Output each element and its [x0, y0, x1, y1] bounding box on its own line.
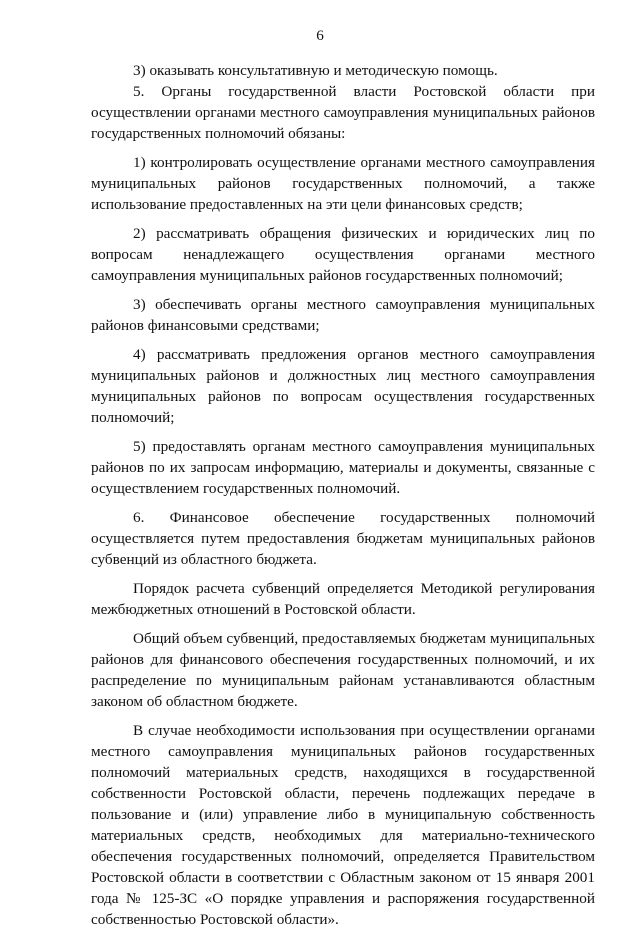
paragraph-subvention-volume: Общий объем субвенций, предоставляемых бюджетам муниципальных районов для финансового обеспечения государственных полномочий, и их распределение по муниципальным районам устанавливаются областным законом об областном бюджете.: [91, 630, 595, 710]
paragraph-subvention-order: Порядок расчета субвенций определяется Методикой регулирования межбюджетных отношений в Ростовской области.: [91, 580, 595, 618]
paragraph-item-3-funding: 3) обеспечивать органы местного самоуправления муниципальных районов финансовыми средствами;: [91, 296, 595, 334]
document-body: [91, 60, 595, 930]
paragraph-material-means: В случае необходимости использования при осуществлении органами местного самоуправления муниципальных районов государственных полномочий материальных средств, находящихся в государственной собственности Ростовской области, перечень подлежащих передаче в пользование и (или) управление либо в муниципальную собственность материальных средств, необходимых для материально-технического обеспечения государственных полномочий, определяется Правительством Ростовской области в соответствии с Областным законом от 15 января 2001 года № 125-ЗС «О порядке управления и распоряжения государственной собственностью Ростовской области».: [91, 722, 595, 928]
paragraph-item-5-information: 5) предоставлять органам местного самоуправления муниципальных районов по их запросам информацию, материалы и документы, связанные с осуществлением государственных полномочий.: [91, 438, 595, 497]
paragraph-section-5: 5. Органы государственной власти Ростовской области при осуществлении органами местного самоуправления муниципальных районов государственных полномочий обязаны:: [91, 83, 595, 142]
paragraph-item-3-consult: 3) оказывать консультативную и методическую помощь.: [133, 62, 498, 79]
page-number: 6: [316, 27, 324, 44]
paragraph-item-2-appeals: 2) рассматривать обращения физических и юридических лиц по вопросам ненадлежащего осуществления органами местного самоуправления муниципальных районов государственных полномочий;: [91, 225, 595, 284]
paragraph-section-6: 6. Финансовое обеспечение государственных полномочий осуществляется путем предоставления бюджетам муниципальных районов субвенций из областного бюджета.: [91, 509, 595, 568]
paragraph-item-4-proposals: 4) рассматривать предложения органов местного самоуправления муниципальных районов и должностных лиц местного самоуправления муниципальных районов по вопросам осуществления государственных полномочий;: [91, 346, 595, 426]
paragraph-item-1-control: 1) контролировать осуществление органами местного самоуправления муниципальных районов государственных полномочий, а также использование предоставленных на эти цели финансовых средств;: [91, 154, 595, 213]
